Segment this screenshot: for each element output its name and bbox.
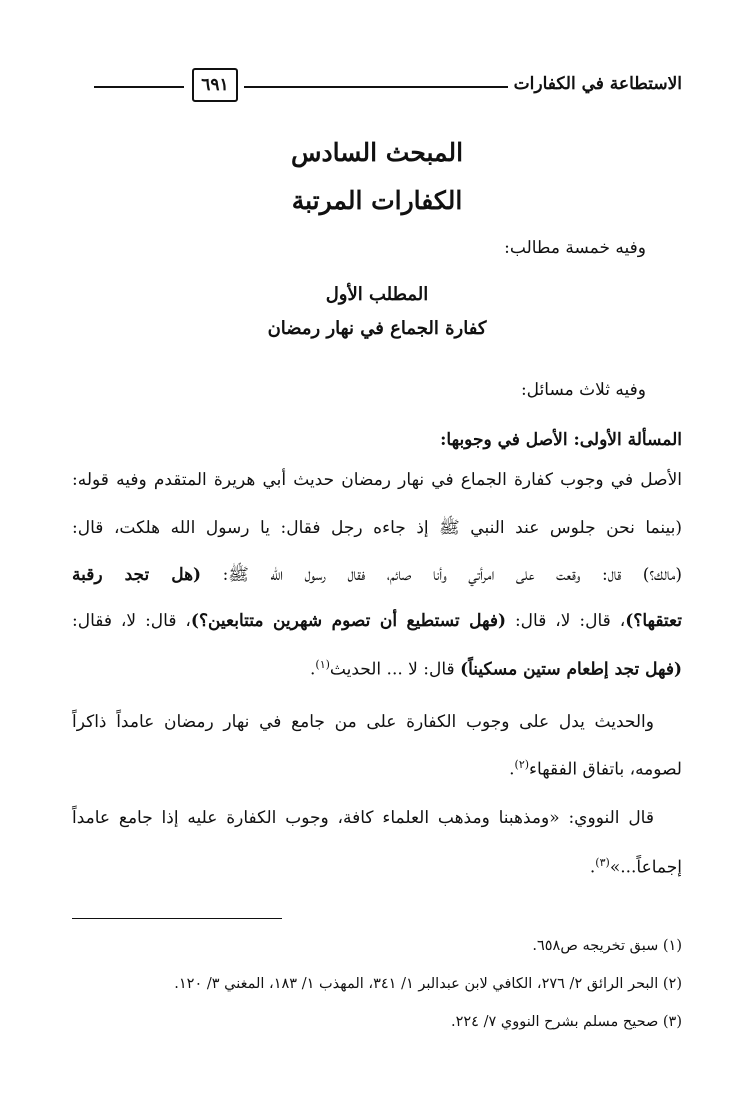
paragraph2-line2-end: .: [509, 759, 515, 780]
paragraph1-line2: (بينما نحن جلوس عند النبي ﷺ إذ جاءه رجل فقال: يا رسول الله هلكت، قال:: [72, 518, 682, 538]
subsection-title: كفارة الجماع في نهار رمضان: [267, 318, 487, 339]
paragraph1-line3-text: (مالك؟) قال: وقعت على امرأتي وأنا صائم، فقال رسول الله ﷺ:: [201, 565, 682, 585]
footnote-ref-3: (٣): [595, 856, 610, 869]
page-number: ٦٩١: [192, 68, 238, 102]
paragraph3-line1: قال النووي: «ومذهبنا ومذهب العلماء كافة، وجوب الكفارة عليه إذا جامع عامداً: [72, 808, 654, 828]
footnote-1: (١) سبق تخريجه ص٦٥٨.: [532, 938, 682, 954]
paragraph1-line5-end: .: [310, 659, 316, 680]
paragraph1-line5: [310, 658, 682, 680]
section-intro: وفيه خمسة مطالب:: [504, 238, 646, 258]
paragraph3-line2-end: .: [589, 857, 596, 878]
paragraph3-line2-text: إجماعاً...»: [609, 857, 682, 878]
paragraph1-line1: الأصل في وجوب كفارة الجماع في نهار رمضان حديث أبي هريرة المتقدم وفيه قوله:: [72, 470, 682, 490]
paragraph1-line4-text1: ، قال: لا، قال:: [506, 611, 626, 631]
paragraph1-line5-quote: (فهل تجد إطعام ستين مسكيناً): [460, 659, 682, 680]
subsection-intro: وفيه ثلاث مسائل:: [520, 380, 646, 400]
paragraph3-line2: [590, 856, 682, 878]
paragraph2-line1: والحديث يدل على وجوب الكفارة على من جامع في نهار رمضان عامداً ذاكراً: [72, 712, 654, 732]
paragraph1-line4-quote1: تعتقها؟): [625, 611, 682, 631]
running-title: الاستطاعة في الكفارات: [513, 74, 682, 94]
footnote-3: (٣) صحيح مسلم بشرح النووي ٧/ ٢٢٤.: [450, 1014, 682, 1030]
footnote-2: (٢) البحر الرائق ٢/ ٢٧٦، الكافي لابن عبدالبر ١/ ٣٤١، المهذب ١/ ١٨٣، المغني ٣/ ١٢٠.: [174, 976, 682, 992]
paragraph1-line3-quote: (هل تجد رقبة: [72, 565, 202, 585]
section-title: الكفارات المرتبة: [291, 186, 463, 215]
footnote-ref-2: (٢): [514, 758, 530, 771]
issue-heading: المسألة الأولى: الأصل في وجوبها:: [440, 430, 682, 450]
header-rule-right: [244, 86, 508, 88]
footnote-separator: [72, 918, 282, 919]
paragraph1-line4-text2: ، قال: لا، فقال:: [72, 611, 191, 631]
paragraph1-line3: [72, 564, 682, 589]
header-rule-left: [94, 86, 184, 88]
paragraph2-line2: [509, 758, 682, 780]
subsection-heading: المطلب الأول: [325, 284, 429, 305]
paragraph2-line2-text: لصومه، باتفاق الفقهاء: [529, 759, 682, 780]
paragraph1-line5-text: قال: لا ... الحديث: [329, 659, 461, 680]
section-heading: المبحث السادس: [290, 138, 464, 167]
footnote-ref-1: (١): [315, 658, 330, 671]
paragraph1-line4-quote2: (فهل تستطيع أن تصوم شهرين متتابعين؟): [190, 611, 506, 631]
paragraph1-line4: [72, 611, 682, 631]
